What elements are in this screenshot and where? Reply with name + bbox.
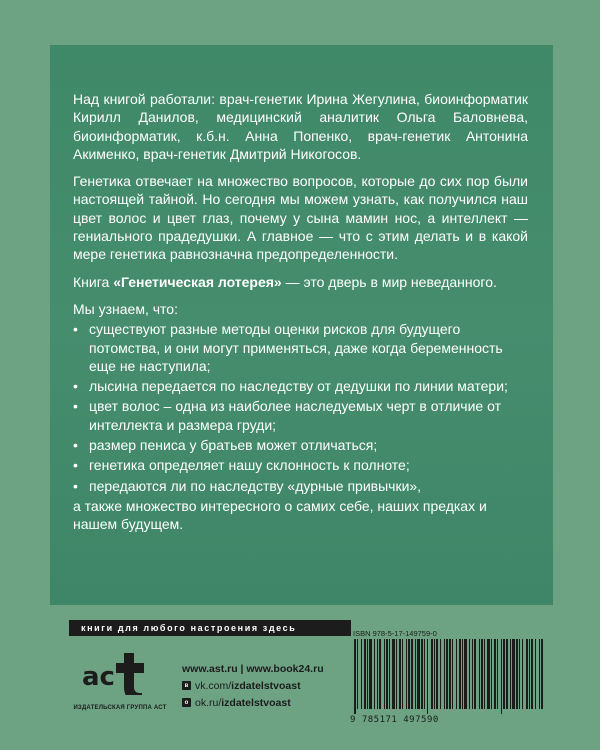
contact-links: [182, 660, 324, 711]
barcode-bar: [516, 639, 518, 709]
barcode-bar: [369, 639, 372, 709]
barcode-bar: [357, 639, 358, 709]
barcode-bar: [427, 639, 428, 714]
list-item: • передаются ли по наследству «дурные привычки»,: [73, 477, 422, 494]
vk-link[interactable]: в vk.com/ izdatelstvoast: [182, 677, 324, 694]
barcode-bar: [474, 639, 476, 709]
barcode-bar: [487, 639, 490, 709]
barcode-bar: [452, 639, 453, 709]
barcode-bar: [440, 639, 441, 709]
barcode-bar: [494, 639, 496, 709]
blurb: [73, 90, 528, 543]
barcode-bar: [510, 639, 511, 709]
barcode: [350, 639, 546, 714]
barcode-bar: [522, 639, 523, 709]
isbn-text: ISBN 978-5-17-149759-0: [353, 629, 437, 638]
barcode-bar: [449, 639, 451, 709]
barcode-bar: [462, 639, 463, 709]
barcode-bar: [456, 639, 457, 709]
barcode-bar: [408, 639, 410, 709]
list-item: • цвет волос – одна из наиболее наследуемых черт в отличие от интеллекта и размера груди;: [73, 398, 501, 433]
barcode-bar: [519, 639, 520, 709]
sites-link[interactable]: www.ast.ru | www.book24.ru: [182, 662, 324, 675]
barcode-bar: [364, 639, 366, 709]
barcode-bar: [431, 639, 433, 709]
tagline-banner: книги для любого настроения здесь: [69, 620, 351, 636]
barcode-bar: [503, 639, 505, 709]
barcode-bar: [434, 639, 435, 709]
barcode-bar: [512, 639, 515, 709]
barcode-bar: [417, 639, 420, 709]
barcode-bar: [389, 639, 390, 709]
barcode-bar: [361, 639, 362, 709]
barcode-bar: [374, 639, 375, 709]
barcode-bar: [501, 639, 502, 714]
barcode-bar: [424, 639, 425, 709]
bullet: •: [73, 437, 78, 454]
vk-icon: в: [182, 681, 191, 690]
barcode-bar: [411, 639, 413, 709]
barcode-bar: [379, 639, 381, 709]
barcode-number: 9 785171 497590: [350, 715, 439, 725]
barcode-bar: [459, 639, 461, 709]
list-item: • существуют разные методы оценки рисков для будущего потомства, и они могут применяться, даже когда беременность еще не наступила;: [73, 321, 503, 374]
barcode-bar: [531, 639, 533, 709]
barcode-bar: [491, 639, 492, 709]
barcode-bar: [464, 639, 467, 709]
intro-paragraph: Генетика отвечает на множество вопросов, которые до сих пор были настоящей тайной. Но сегодня мы можем узнать, как получился наш цвет волос и цвет глаз, почему у сына мамин нос, а интеллект — гениального прадедушки. А главное — что с этим делать и в какой мере генетика равнозначна предопределенности.: [73, 173, 528, 263]
bullet: •: [73, 457, 78, 474]
bullet: •: [73, 398, 78, 415]
barcode-bar: [526, 639, 528, 709]
barcode-bar: [377, 639, 378, 709]
barcode-bar: [392, 639, 395, 709]
barcode-bar: [539, 639, 540, 709]
authors-paragraph: Над книгой работали: врач-генетик Ирина Жегулина, биоинформатик Кирилл Данилов, медицинский аналитик Ольга Баловнева, биоинформатик, к.б.н. Анна Попенко, врач-генетик Антонина Акименко, врач-генетик Дмитрий Никогосов.: [73, 91, 528, 162]
barcode-bar: [384, 639, 385, 709]
svg-text:ас: ас: [82, 662, 115, 692]
barcode-bar: [469, 639, 470, 709]
barcode-bar: [421, 639, 423, 709]
barcode-bar: [399, 639, 401, 709]
door-paragraph: Книга «Генетическая лотерея» — это дверь в мир неведанного.: [73, 273, 497, 290]
facts-list: [73, 320, 528, 495]
barcode-bar: [402, 639, 403, 709]
barcode-bar: [386, 639, 388, 709]
list-item: • размер пениса у братьев может отличаться;: [73, 437, 378, 454]
barcode-bar: [446, 639, 448, 709]
barcode-bar: [415, 639, 416, 709]
barcode-bar: [354, 639, 356, 714]
bullet: •: [73, 321, 78, 338]
barcode-bar: [497, 639, 498, 709]
closing-paragraph: а также множество интересного о самих себе, наших предках и нашем будущем.: [73, 497, 487, 533]
book-title: «Генетическая лотерея»: [113, 273, 282, 290]
barcode-bar: [396, 639, 397, 709]
barcode-bar: [506, 639, 508, 709]
barcode-bar: [535, 639, 536, 709]
barcode-bar: [444, 639, 445, 709]
barcode-bar: [479, 639, 480, 709]
bullet: •: [73, 477, 78, 494]
learn-heading: Мы узнаем, что:: [73, 300, 178, 317]
barcode-bar: [541, 639, 543, 709]
bullet: •: [73, 378, 78, 395]
publisher-label: ИЗДАТЕЛЬСКАЯ ГРУППА АСТ: [73, 705, 167, 711]
list-item: • лысина передается по наследству от дедушки по линии матери;: [73, 378, 508, 395]
barcode-bar: [436, 639, 438, 709]
ast-logo-icon: [80, 645, 150, 695]
barcode-bar: [529, 639, 530, 709]
list-item: • генетика определяет нашу склонность к полноте;: [73, 457, 410, 474]
barcode-bar: [367, 639, 368, 709]
barcode-bar: [484, 639, 485, 709]
barcode-bar: [481, 639, 483, 709]
barcode-bar: [406, 639, 407, 709]
ok-icon: о: [182, 698, 191, 707]
barcode-bar: [472, 639, 473, 709]
ok-link[interactable]: о ok.ru/ izdatelstvoast: [182, 694, 324, 711]
